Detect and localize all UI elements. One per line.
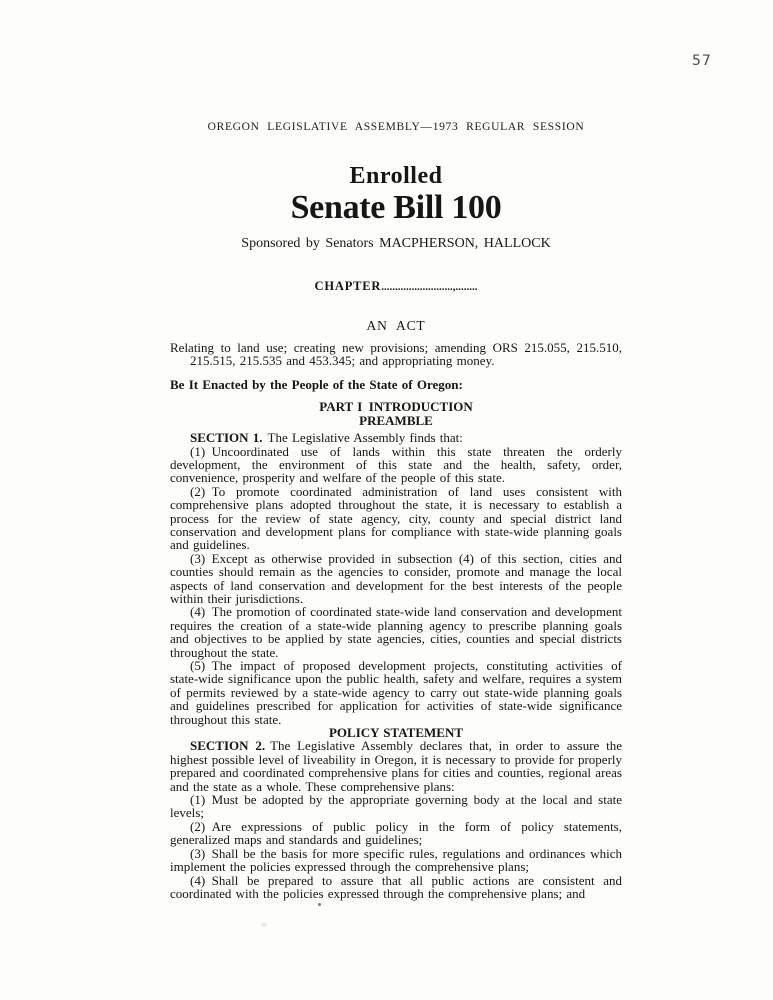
section-1-intro-text: The Legislative Assembly finds that: <box>267 430 463 446</box>
section-2-label: SECTION 2. <box>190 738 266 754</box>
finding-2: (2) To promote coordinated administration of land uses consistent with comprehensive plans adopted throughout the state, it is necessary to establish a process for the review of state agency, city, county and special district land conservation and development plans for compliance with state-wide planning goals and guidelines. <box>170 483 622 553</box>
section-1-intro <box>170 431 622 444</box>
section-2-intro-text: The Legislative Assembly declares that, in order to assure the highest possible level of liveability in Oregon, it is necessary to provide for properly prepared and coordinated comprehensive plans for cities and counties, regional areas and the state as a whole. These comprehensive plans: <box>170 738 623 794</box>
page-number: 57 <box>692 53 712 69</box>
an-act-heading: AN ACT <box>366 318 426 334</box>
relating-clause: Relating to land use; creating new provisions; amending ORS 215.055, 215.510, 215.515, 215.535 and 453.345; and appropriating money. <box>170 340 622 369</box>
bill-title: Senate Bill 100 <box>290 189 502 227</box>
plan-item-1: (1) Must be adopted by the appropriate governing body at the local and state levels; <box>170 792 622 821</box>
chapter-label: CHAPTER <box>314 279 382 294</box>
scan-ink-smudge <box>261 923 267 927</box>
finding-3: (3) Except as otherwise provided in subsection (4) of this section, cities and counties should remain as the agencies to consider, promote and manage the local aspects of land conservation and development for the best interests of the people within their jurisdictions. <box>170 550 622 606</box>
plan-item-2: (2) Are expressions of public policy in the form of policy statements, generalized maps and standards and guidelines; <box>170 818 622 848</box>
sponsors-line: Sponsored by Senators MACPHERSON, HALLOCK <box>241 236 551 252</box>
scan-ink-speck <box>318 903 321 906</box>
section-1-label: SECTION 1. <box>190 430 263 446</box>
finding-1: (1) Uncoordinated use of lands within this state threaten the orderly development, the environment of this state and the health, safety, order, convenience, prosperity and welfare of the people of this state. <box>170 443 622 486</box>
preamble-heading: PREAMBLE <box>359 412 433 428</box>
finding-4: (4) The promotion of coordinated state-wide land conservation and development requires the creation of a state-wide planning agency to prescribe planning goals and objectives to be applied by state agencies, cities, counties and special districts throughout the state. <box>170 604 622 660</box>
section-2-intro <box>170 739 622 793</box>
policy-statement-heading: POLICY STATEMENT <box>328 725 464 741</box>
plan-item-3: (3) Shall be the basis for more specific rules, regulations and ordinances which implement the policies expressed through the comprehensive plans; <box>170 845 622 875</box>
document-content <box>170 0 622 900</box>
assembly-session-header: OREGON LEGISLATIVE ASSEMBLY—1973 REGULAR SESSION <box>207 121 585 133</box>
chapter-line <box>170 279 622 294</box>
finding-5: (5) The impact of proposed development projects, constituting activities of state-wide significance upon the public health, safety and welfare, requires a system of permits reviewed by a state-wide agency to carry out state-wide planning goals and guidelines prescribed for application for activities of state-wide significance throughout this state. <box>170 658 622 727</box>
chapter-dotted-leader: ..........................,........ <box>381 281 478 294</box>
enrolled-heading: Enrolled <box>349 163 443 189</box>
enacting-clause: Be It Enacted by the People of the State of Oregon: <box>170 376 463 392</box>
plan-item-4: (4) Shall be prepared to assure that all public actions are consistent and coordinated with the policies expressed through the comprehensive plans; and <box>170 872 622 901</box>
part1-heading: PART I INTRODUCTION <box>319 399 473 415</box>
